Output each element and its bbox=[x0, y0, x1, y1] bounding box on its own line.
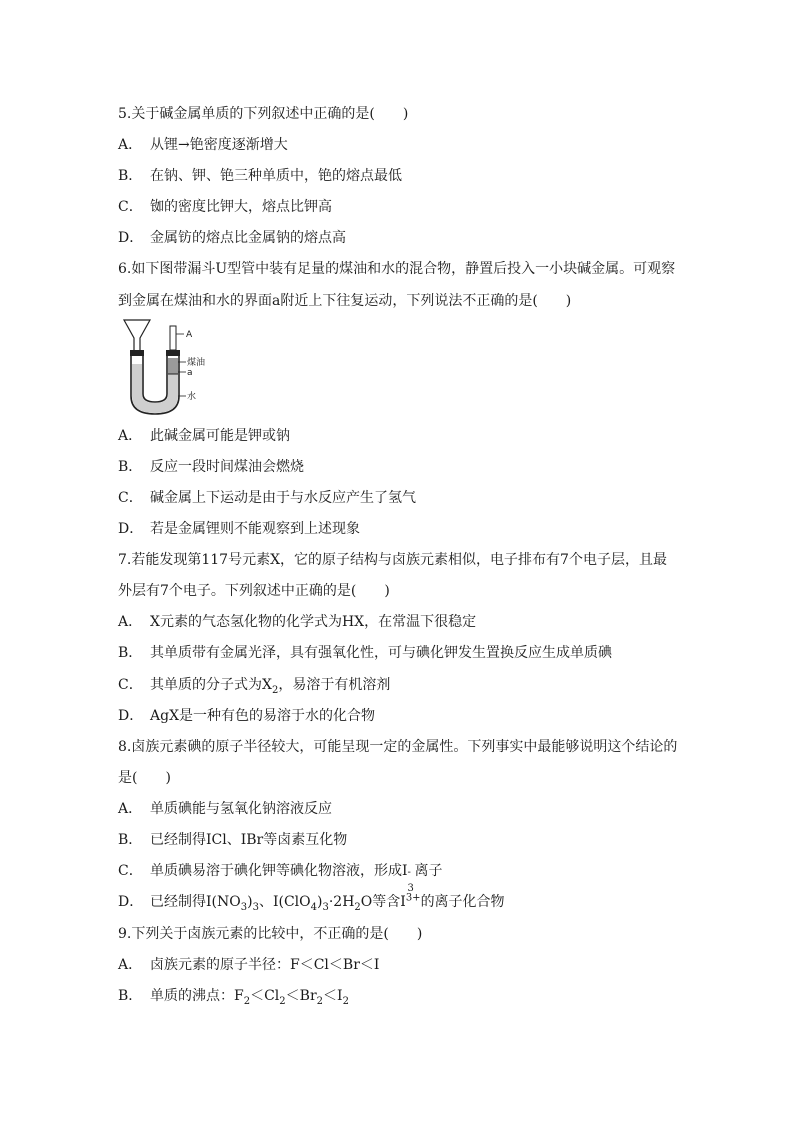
q9-option-a bbox=[118, 955, 379, 975]
option-label: B． bbox=[118, 645, 143, 661]
option-label: A． bbox=[118, 614, 143, 630]
kerosene-fill bbox=[168, 358, 178, 374]
option-label: D． bbox=[118, 230, 144, 246]
subscript: 2 bbox=[342, 995, 349, 1007]
text-part: ·2H bbox=[328, 894, 355, 910]
option-label: C． bbox=[118, 199, 143, 215]
u-tube-svg bbox=[118, 318, 228, 418]
option-label: A． bbox=[118, 428, 143, 444]
q7-option-d bbox=[118, 706, 375, 726]
q7-stem-line2: 外层有7个电子。下列叙述中正确的是( ) bbox=[118, 583, 390, 599]
subscript: 4 bbox=[310, 901, 317, 913]
option-text: AgX是一种有色的易溶于水的化合物 bbox=[150, 708, 376, 724]
u-tube-funnel-diagram bbox=[118, 318, 228, 418]
q6-option-c bbox=[118, 488, 416, 508]
text-part: ＜I bbox=[323, 988, 343, 1004]
text-part: ＜Br bbox=[285, 988, 317, 1004]
option-text: 已经制得ICl、IBr等卤素互化物 bbox=[150, 832, 348, 848]
subscript: 2 bbox=[243, 995, 251, 1007]
option-text-before: 单质碘易溶于碘化钾等碘化物溶液，形成I bbox=[150, 863, 408, 879]
option-text-after: ，易溶于有机溶剂 bbox=[278, 677, 391, 693]
q5-option-d bbox=[118, 228, 346, 248]
option-label: A． bbox=[118, 801, 143, 817]
q7-option-c bbox=[118, 675, 390, 695]
q5-option-a bbox=[118, 135, 288, 155]
subscript: 2 bbox=[279, 995, 286, 1007]
q8-option-a bbox=[118, 799, 332, 819]
left-stopper bbox=[130, 350, 144, 356]
q6-option-d bbox=[118, 519, 360, 539]
right-narrow-tube bbox=[170, 326, 176, 350]
option-label: B． bbox=[118, 988, 143, 1004]
label-water: 水 bbox=[187, 392, 197, 402]
option-label: B． bbox=[118, 459, 143, 475]
text-part: 、I(ClO bbox=[258, 894, 311, 910]
subscript: 3 bbox=[322, 901, 329, 913]
option-label: D． bbox=[118, 521, 144, 537]
option-text-after: 的离子化合物 bbox=[420, 894, 505, 910]
subscript: 2 bbox=[354, 901, 361, 913]
q5-option-b bbox=[118, 166, 402, 186]
q6-stem-line1: 6.如下图带漏斗U型管中装有足量的煤油和水的混合物，静置后投入一小块碱金属。可观察 bbox=[118, 261, 676, 277]
u-tube-inner bbox=[143, 356, 167, 402]
q8-option-c: C． 单质碘易溶于碘化钾等碘化物溶液，形成I - 3 离子 bbox=[118, 863, 443, 894]
right-stopper bbox=[166, 350, 180, 356]
option-label: C． bbox=[118, 677, 143, 693]
option-text: 铷的密度比钾大，熔点比钾高 bbox=[150, 199, 332, 215]
q9-stem: 9.下列关于卤族元素的比较中，不正确的是( ) bbox=[118, 926, 423, 942]
text-part: ＜Cl bbox=[250, 988, 280, 1004]
option-text: 其单质带有金属光泽，具有强氧化性，可与碘化钾发生置换反应生成单质碘 bbox=[150, 645, 612, 661]
q6-stem-line2: 到金属在煤油和水的界面a附近上下往复运动，下列说法不正确的是( ) bbox=[118, 293, 572, 309]
option-text: 在钠、钾、铯三种单质中，铯的熔点最低 bbox=[150, 168, 402, 184]
label-kerosene: 煤油 bbox=[187, 358, 206, 368]
q8-option-d bbox=[118, 892, 505, 912]
option-label: A． bbox=[118, 137, 143, 153]
label-interface-a: a bbox=[187, 368, 193, 378]
option-text-after: 离子 bbox=[414, 863, 443, 879]
option-text-before: 已经制得I(NO bbox=[150, 894, 241, 910]
text-part: ) bbox=[317, 894, 323, 910]
text-part: ) bbox=[247, 894, 253, 910]
option-text: 此碱金属可能是钾或钠 bbox=[150, 428, 290, 444]
q7-stem-line1: 7.若能发现第117号元素X，它的原子结构与卤族元素相似，电子排布有7个电子层，且最 bbox=[118, 552, 667, 568]
q6-option-b bbox=[118, 457, 304, 477]
option-label: C． bbox=[118, 863, 143, 879]
option-text: 金属钫的熔点比金属钠的熔点高 bbox=[150, 230, 346, 246]
option-label: D． bbox=[118, 894, 144, 910]
option-label: D． bbox=[118, 708, 144, 724]
subscript: 3 bbox=[252, 901, 259, 913]
superscript: 3+ bbox=[405, 892, 421, 904]
option-label: C． bbox=[118, 490, 143, 506]
q8-stem-line2: 是( ) bbox=[118, 770, 171, 786]
q8-option-b bbox=[118, 830, 347, 850]
funnel-shape bbox=[124, 320, 150, 352]
option-text: 若是金属锂则不能观察到上述现象 bbox=[150, 521, 360, 537]
q7-option-b bbox=[118, 643, 612, 663]
q8-stem-line1: 8.卤族元素碘的原子半径较大，可能呈现一定的金属性。下列事实中最能够说明这个结论的 bbox=[118, 739, 678, 755]
option-text: 碱金属上下运动是由于与水反应产生了氢气 bbox=[150, 490, 416, 506]
q7-option-a bbox=[118, 612, 476, 632]
subscript: 2 bbox=[271, 684, 279, 696]
option-text: 卤族元素的原子半径：F＜Cl＜Br＜I bbox=[150, 957, 380, 973]
option-text-before: 其单质的分子式为X bbox=[150, 677, 272, 693]
option-text-before: 单质的沸点：F bbox=[150, 988, 244, 1004]
subscript: 3 bbox=[240, 901, 248, 913]
option-label: B． bbox=[118, 168, 143, 184]
label-a-top: A bbox=[186, 330, 193, 340]
q5-option-c bbox=[118, 197, 332, 217]
option-text: 从锂→铯密度逐渐增大 bbox=[150, 137, 288, 153]
option-text: 反应一段时间煤油会燃烧 bbox=[150, 459, 304, 475]
q6-option-a bbox=[118, 426, 290, 446]
subscript: 2 bbox=[316, 995, 324, 1007]
option-text: 单质碘能与氢氧化钠溶液反应 bbox=[150, 801, 332, 817]
option-text: X元素的气态氢化物的化学式为HX，在常温下很稳定 bbox=[150, 614, 477, 630]
q5-stem: 5.关于碱金属单质的下列叙述中正确的是( ) bbox=[118, 106, 409, 122]
option-label: A． bbox=[118, 957, 143, 973]
q9-option-b bbox=[118, 986, 349, 1006]
option-label: B． bbox=[118, 832, 143, 848]
text-part: O等含I bbox=[360, 894, 406, 910]
